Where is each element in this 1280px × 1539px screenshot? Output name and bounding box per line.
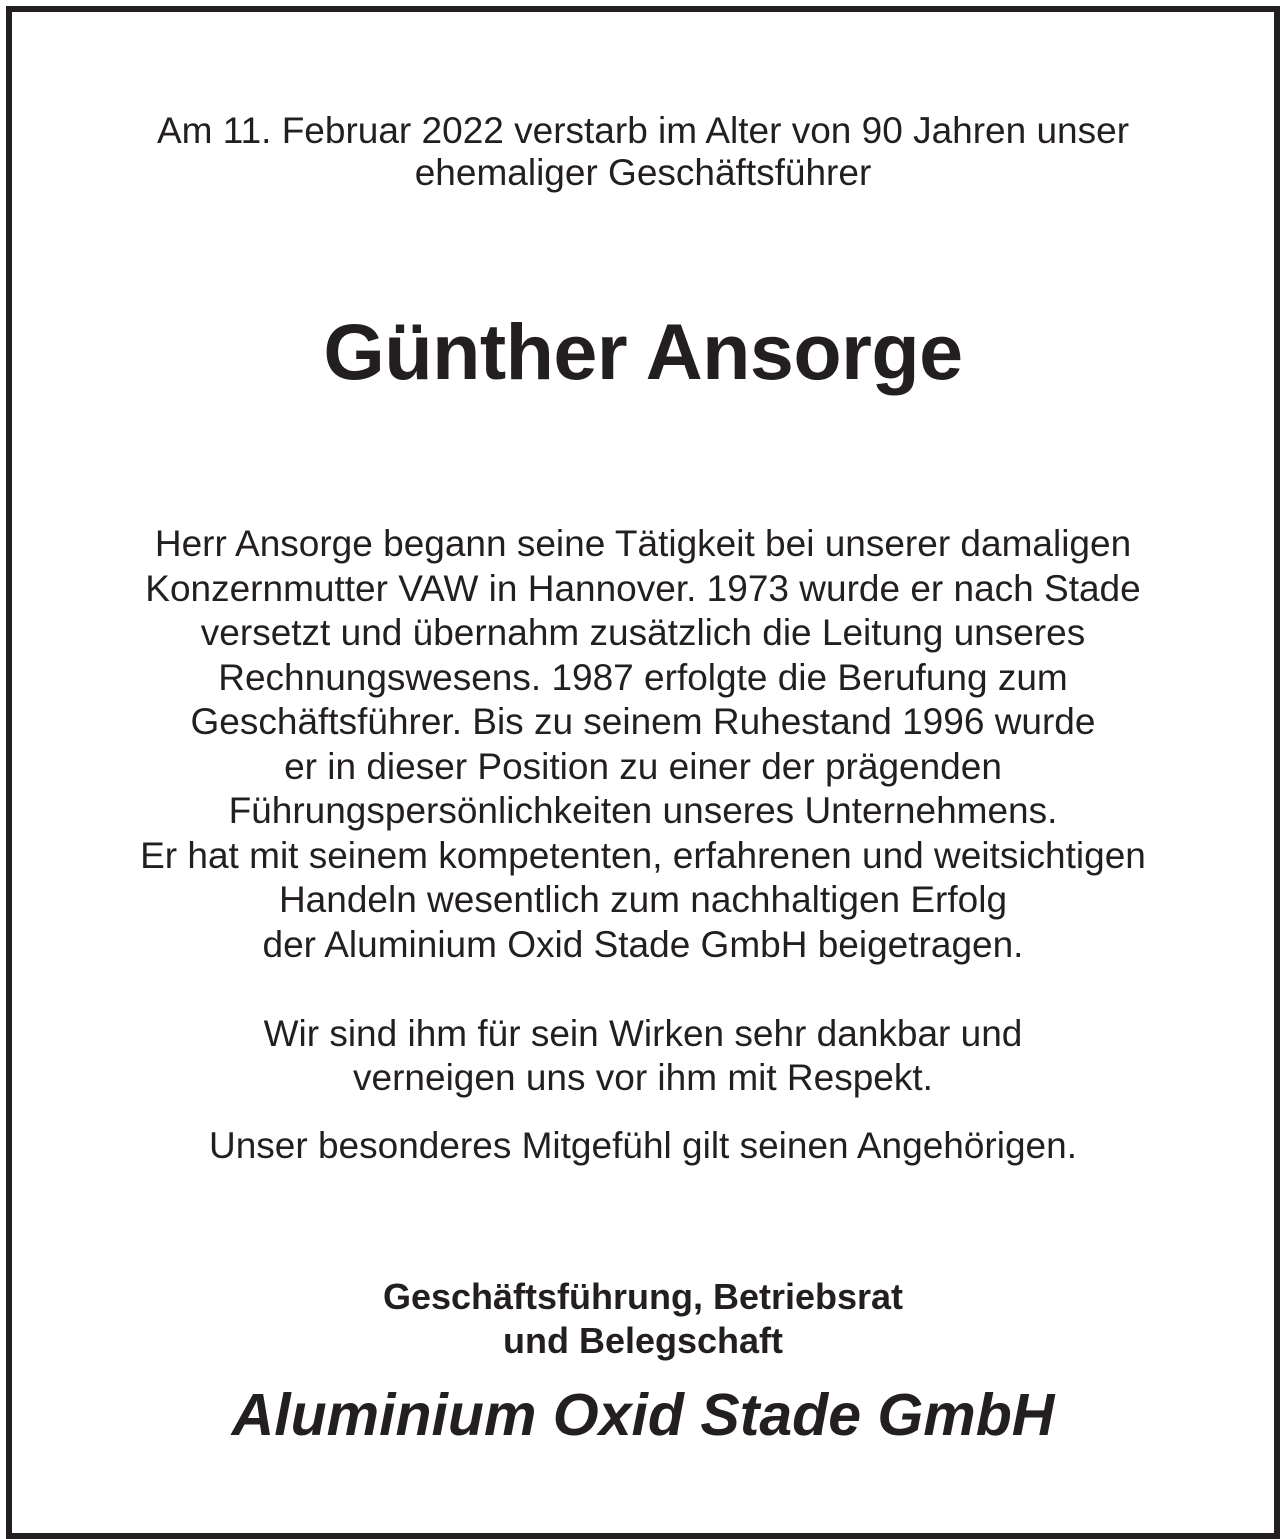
company-name: Aluminium Oxid Stade GmbH (231, 1382, 1055, 1448)
thanks-line: Wir sind ihm für sein Wirken sehr dankbar und (263, 1013, 1023, 1054)
signers-text (12, 1275, 1274, 1363)
obituary-frame (6, 6, 1280, 1539)
intro-text (12, 110, 1274, 194)
intro-line: ehemaliger Geschäftsführer (414, 152, 872, 193)
deceased-name: Günther Ansorge (323, 307, 963, 396)
thanks-line: verneigen uns vor ihm mit Respekt. (353, 1057, 933, 1098)
biography-line: Führungspersönlichkeiten unseres Unternehmens. (228, 790, 1058, 831)
biography-line: Er hat mit seinem kompetenten, erfahrenen und weitsichtigen (140, 834, 1146, 876)
biography-line: Herr Ansorge begann seine Tätigkeit bei unserer damaligen (154, 523, 1132, 564)
biography-line: Geschäftsführer. Bis zu seinem Ruhestand 1996 wurde (190, 701, 1096, 742)
biography-line: versetzt und übernahm zusätzlich die Leitung unseres (200, 612, 1086, 653)
biography-line: Handeln wesentlich zum nachhaltigen Erfolg (278, 879, 1008, 920)
thanks-text (12, 1012, 1274, 1100)
biography-line: Rechnungswesens. 1987 erfolgte die Berufung zum (218, 656, 1068, 698)
sympathy-text: Unser besonderes Mitgefühl gilt seinen Angehörigen. (208, 1125, 1077, 1166)
biography-line: der Aluminium Oxid Stade GmbH beigetragen. (262, 923, 1024, 965)
signers-line: und Belegschaft (502, 1320, 784, 1361)
biography-line: er in dieser Position zu einer der prägenden (284, 745, 1002, 787)
intro-line: Am 11. Februar 2022 verstarb im Alter von 90 Jahren unser (156, 110, 1130, 151)
biography-text (12, 522, 1274, 967)
biography-line: Konzernmutter VAW in Hannover. 1973 wurde er nach Stade (145, 567, 1141, 609)
signers-line: Geschäftsführung, Betriebsrat (382, 1276, 904, 1317)
